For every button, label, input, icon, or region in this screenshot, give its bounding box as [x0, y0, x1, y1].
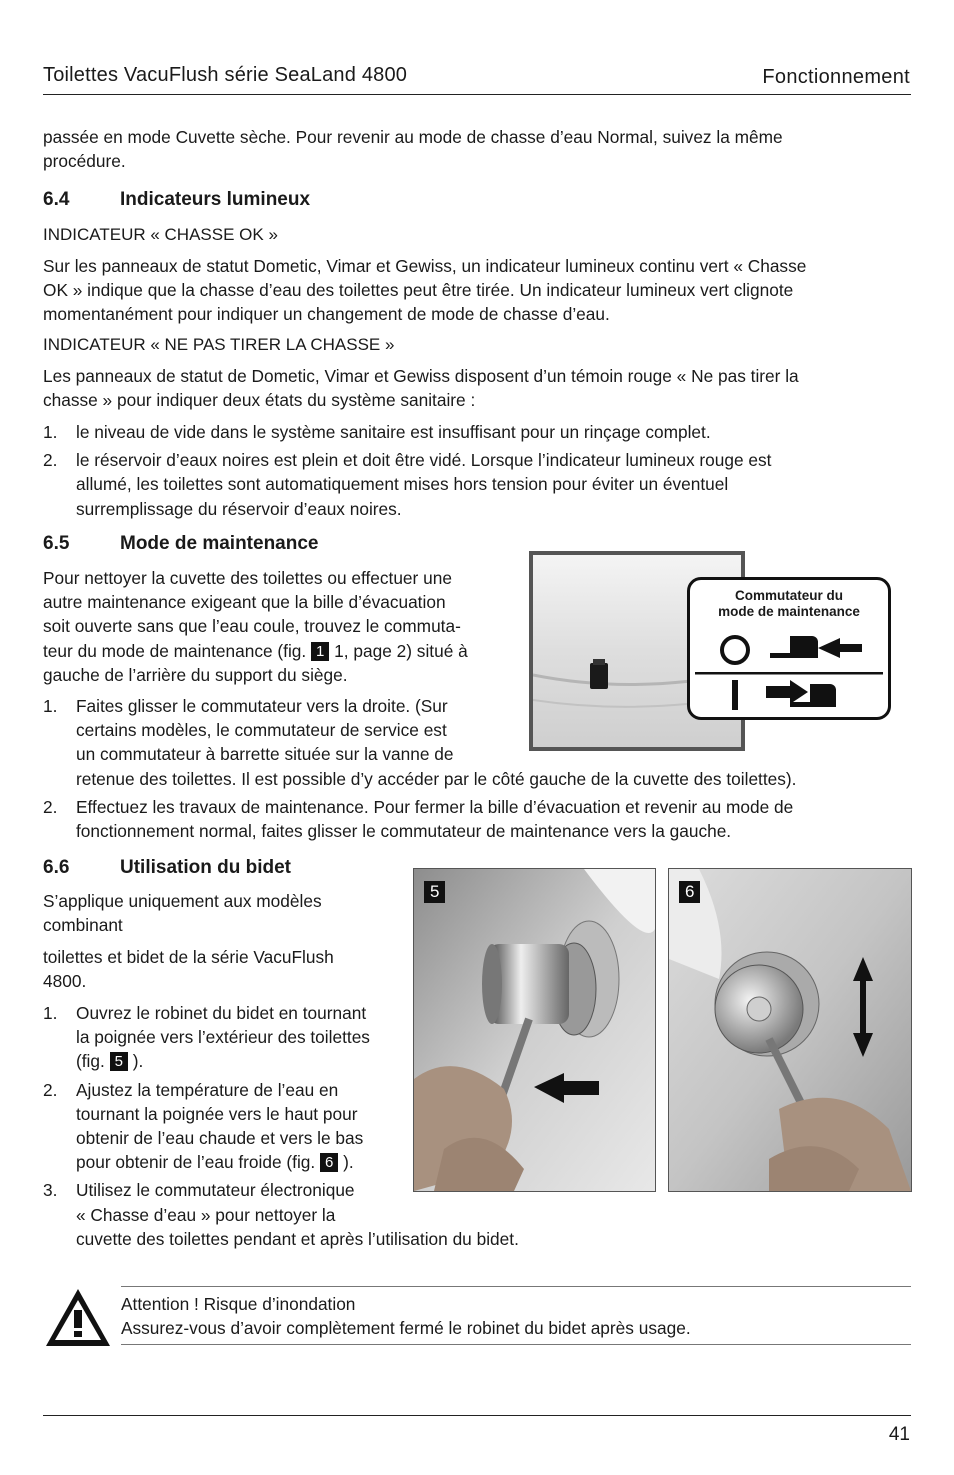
- list-item: 1. Faites glisser le commutateur vers la droite. (Sur certains modèles, le commutateur de service est un commutateur à barrette située sur la vanne de retenue des toilettes. Il est possible d’y accéder par le côté gauche de la cuvette des toilettes).: [43, 696, 797, 789]
- paragraph-ne-pas-tirer: Les panneaux de statut de Dometic, Vimar et Gewiss disposent d’un témoin rouge « Ne pas tirer la chasse » pour indiquer deux états du système sanitaire :: [43, 366, 799, 411]
- arrow-left-icon: [818, 638, 862, 658]
- paragraph-chasse-ok: Sur les panneaux de statut Dometic, Vimar et Gewiss, un indicateur lumineux continu vert « Chasse OK » indique que la chasse d’eau des toilettes peut être tirée. Un indicateur lumineux vert clignote momentanément pour indiquer un changement de mode de chasse d’eau.: [43, 256, 807, 325]
- list-item: 2. Effectuez les travaux de maintenance. Pour fermer la bille d’évacuation et revenir au mode de fonctionnement normal, faites glisser le commutateur de maintenance vers la gauche.: [43, 796, 794, 842]
- figure-6-photo: [668, 868, 912, 1192]
- arrow-right-icon: [766, 680, 808, 704]
- off-position-icon: [722, 637, 748, 663]
- section-6-5-heading: 6.5 Mode de maintenance: [43, 533, 319, 554]
- on-position-icon: [732, 680, 738, 710]
- list-item: 1. Ouvrez le robinet du bidet en tournant la poignée vers l’extérieur des toilettes (fig. 5 ).: [43, 1003, 370, 1072]
- bidet-knob-turn-out-illustration: [414, 869, 655, 1191]
- warning-text-block: [121, 1292, 911, 1340]
- warning-top-rule: [121, 1286, 911, 1287]
- list-item: 3. Utilisez le commutateur électronique « Chasse d’eau » pour nettoyer la cuvette des toilettes pendant et après l’utilisation du bidet.: [43, 1180, 519, 1249]
- list-item: 1. le niveau de vide dans le système sanitaire est insuffisant pour un rinçage complet.: [43, 422, 711, 442]
- intro-paragraph: passée en mode Cuvette sèche. Pour revenir au mode de chasse d’eau Normal, suivez la même procédure.: [43, 127, 783, 172]
- switch-handle-icon: [790, 636, 818, 658]
- figure-reference-badge: 6: [320, 1153, 338, 1172]
- warning-icon: [43, 1286, 113, 1350]
- list-sanitary-states: [43, 420, 911, 521]
- list-item: 2. Ajustez la température de l’eau en tournant la poignée vers le haut pour obtenir de l’eau chaude et vers le bas pour obtenir de l’eau froide (fig. 6 ).: [43, 1079, 364, 1173]
- warning-message: Assurez-vous d’avoir complètement fermé le robinet du bidet après usage.: [121, 1318, 691, 1339]
- figure-5-label: 5: [424, 881, 445, 903]
- figure-5-photo: [413, 868, 656, 1192]
- page-number: 41: [888, 1424, 910, 1445]
- section-name: Fonctionnement: [762, 66, 910, 88]
- document-title: Toilettes VacuFlush série SeaLand 4800: [43, 64, 408, 86]
- section-6-4-heading: 6.4 Indicateurs lumineux: [43, 189, 311, 210]
- bidet-knob-up-down-illustration: [669, 869, 911, 1191]
- paragraph-bidet-applies: S’applique uniquement aux modèles combinant: [43, 891, 322, 936]
- paragraph-maintenance: Pour nettoyer la cuvette des toilettes ou effectuer une autre maintenance exigeant que la bille d’évacuation soit ouverte sans que l’eau coule, trouvez le commuta- teur du mode de maintenance (fig. 1 1, page 2) situé à gauche de l’arrière du support du siège.: [43, 568, 468, 685]
- list-item: 2. le réservoir d’eaux noires est plein et doit être vidé. Lorsque l’indicateur lumineux rouge est allumé, les toilettes sont automatiquement mises hors tension pour éviter un éventuel surremplissage du réservoir d’eaux noires.: [43, 450, 772, 519]
- subheading-chasse-ok: INDICATEUR « CHASSE OK »: [43, 225, 278, 244]
- section-6-6-heading: 6.6 Utilisation du bidet: [43, 857, 291, 878]
- figure-reference-badge: 1: [311, 642, 329, 661]
- figure-6-label: 6: [679, 881, 700, 903]
- subheading-ne-pas-tirer: INDICATEUR « NE PAS TIRER LA CHASSE »: [43, 335, 395, 354]
- footer-rule: [43, 1415, 911, 1416]
- header-rule: [43, 94, 911, 95]
- warning-title: Attention ! Risque d’inondation: [121, 1294, 356, 1314]
- maintenance-switch-panel: Commutateur du mode de maintenance: [687, 577, 891, 720]
- paragraph-bidet-models: toilettes et bidet de la série VacuFlush 4800.: [43, 947, 334, 992]
- figure-reference-badge: 5: [110, 1052, 128, 1071]
- switch-diagram: [690, 630, 888, 718]
- warning-bottom-rule: [121, 1344, 911, 1345]
